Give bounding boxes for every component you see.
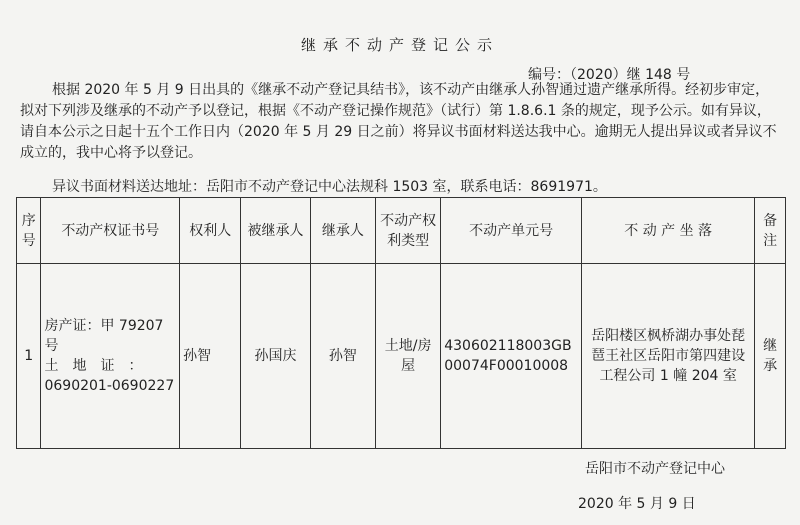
- unit-no-text: 430602118003GB00074F00010008: [444, 338, 572, 374]
- cert-land-number: 0690201-0690227: [44, 378, 175, 394]
- cell-deceased: 孙国庆: [241, 264, 310, 449]
- header-deceased: 被继承人: [241, 198, 310, 264]
- document-number: 编号：（2020）继 148 号: [528, 67, 691, 83]
- cell-no: 1: [17, 264, 41, 449]
- header-location: 不 动 产 坐 落: [581, 198, 754, 264]
- header-owner: 权利人: [180, 198, 241, 264]
- table-row: [17, 264, 786, 449]
- cell-cert: [41, 264, 180, 449]
- header-no: 序号: [17, 198, 41, 264]
- cell-remark: 继承: [755, 264, 786, 449]
- issuing-organization: 岳阳市不动产登记中心: [585, 461, 725, 477]
- cert-land-label: 土 地 证 ：: [44, 358, 143, 374]
- objection-address: 异议书面材料送达地址：岳阳市不动产登记中心法规科 1503 室，联系电话：8691971。: [52, 179, 607, 195]
- table-header-row: [17, 198, 786, 264]
- cell-right-type: 土地/房屋: [375, 264, 440, 449]
- cert-house: 房产证：甲 79207 号: [44, 318, 164, 354]
- header-unit-no: 不动产单元号: [441, 198, 582, 264]
- header-cert: 不动产权证书号: [41, 198, 180, 264]
- page-title: 继承不动产登记公示: [300, 36, 499, 54]
- cell-location: 岳阳楼区枫桥湖办事处琵琶王社区岳阳市第四建设工程公司 1 幢 204 室: [581, 264, 754, 449]
- cell-heir: 孙智: [310, 264, 375, 449]
- header-remark: 备注: [755, 198, 786, 264]
- header-heir: 继承人: [310, 198, 375, 264]
- header-right-type: 不动产权利类型: [375, 198, 440, 264]
- cell-owner: 孙智: [180, 264, 241, 449]
- cell-unit-no: [441, 264, 582, 449]
- issue-date: 2020 年 5 月 9 日: [578, 496, 696, 512]
- registration-table: [16, 197, 786, 449]
- notice-paragraph: 根据 2020 年 5 月 9 日出具的《继承不动产登记具结书》，该不动产由继承人孙智通过遗产继承所得。经初步审定，拟对下列涉及继承的不动产予以登记，根据《不动产登记操作规范》（试行）第 1.8.6.1 条的规定，现予公示。如有异议，请自本公示之日起十五个工作日内（2020 年 5 月 29 日之前）将异议书面材料送达我中心。逾期无人提出异议或者异议不成立的，我中心将予以登记。: [20, 82, 777, 161]
